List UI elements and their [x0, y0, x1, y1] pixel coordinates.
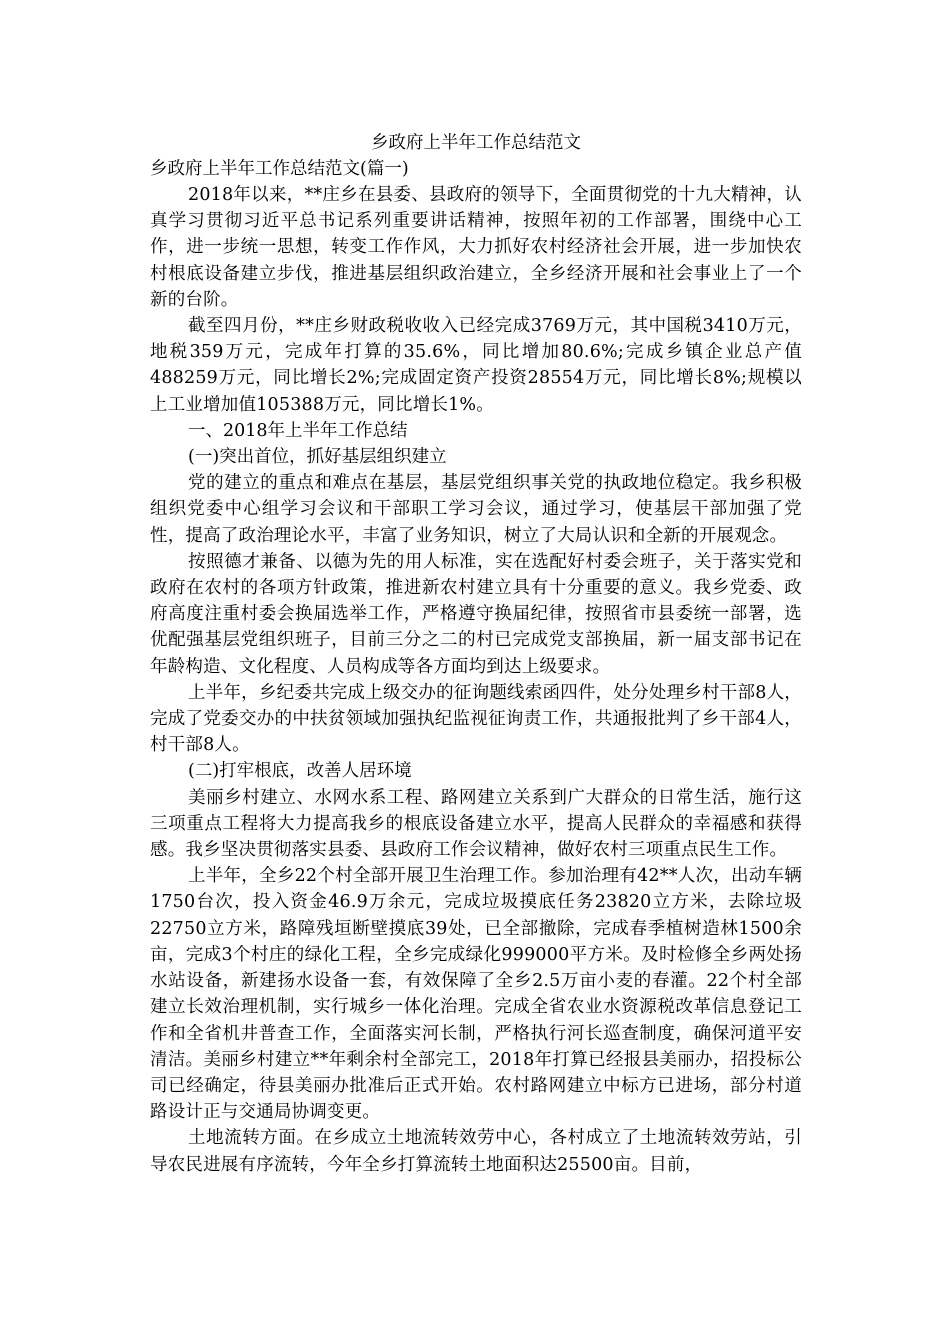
paragraph-discipline: 上半年，乡纪委共完成上级交办的征询题线索函四件，处分处理乡村干部8人，完成了党委交办的中扶贫领域加强执纪监视征询责工作，共通报批判了乡干部4人，村干部8人。: [150, 682, 802, 756]
document-subtitle: 乡政府上半年工作总结范文(篇一): [150, 159, 409, 179]
paragraph-finance: 截至四月份，**庄乡财政税收收入已经完成3769万元，其中国税3410万元，地税359万元，完成年打算的35.6%，同比增加80.6%;完成乡镇企业总产值488259万元，同比增长2%;完成固定资产投资28554万元，同比增长8%;规模以上工业增加值105388万元，同比增长1%。: [150, 316, 802, 415]
subsection-heading: (二)打牢根底，改善人居环境: [188, 761, 412, 782]
document-title: 乡政府上半年工作总结范文: [371, 133, 581, 153]
paragraph-village-committee: 按照德才兼备、以德为先的用人标准，实在选配好村委会班子，关于落实党和政府在农村的各项方针政策，推进新农村建立具有十分重要的意义。我乡党委、政府高度注重村委会换届选举工作，严格遵守换届纪律，按照省市县委统一部署，选优配强基层党组织班子，目前三分之二的村已完成党支部换届，新一届支部书记在年龄构造、文化程度、人员构成等各方面均到达上级要求。: [150, 551, 802, 677]
paragraph-land-transfer: 土地流转方面。在乡成立土地流转效劳中心，各村成立了土地流转效劳站，引导农民进展有序流转，今年全乡打算流转土地面积达25500亩。目前，: [150, 1128, 802, 1175]
paragraph-party-building: 党的建立的重点和难点在基层，基层党组织事关党的执政地位稳定。我乡积极组织党委中心组学习会议和干部职工学习会议，通过学习，使基层干部加强了党性，提高了政治理论水平，丰富了业务知识，树立了大局认识和全新的开展观念。: [150, 473, 802, 546]
paragraph-intro: 2018年以来，**庄乡在县委、县政府的领导下，全面贯彻党的十九大精神，认真学习贯彻习近平总书记系列重要讲话精神，按照年初的工作部署，围绕中心工作，进一步统一思想，转变工作作风，大力抓好农村经济社会开展，进一步加快农村根底设备建立步伐，推进基层组织政治建立，全乡经济开展和社会事业上了一个新的台阶。: [150, 185, 802, 310]
document-page: [150, 130, 802, 1178]
section-heading: 一、2018年上半年工作总结: [188, 420, 408, 441]
paragraph-projects: 美丽乡村建立、水网水系工程、路网建立关系到广大群众的日常生活，施行这三项重点工程将大力提高我乡的根底设备建立水平，提高人民群众的幸福感和获得感。我乡坚决贯彻落实县委、县政府工作会议精神，做好农村三项重点民生工作。: [150, 787, 802, 861]
paragraph-sanitation: 上半年，全乡22个村全部开展卫生治理工作。参加治理有42**人次，出动车辆1750台次，投入资金46.9万余元，完成垃圾摸底任务23820立方米，去除垃圾22750立方米，路障残垣断壁摸底39处，已全部撤除，完成春季植树造林1500余亩，完成3个村庄的绿化工程，全乡完成绿化999000平方米。及时检修全乡两处扬水站设备，新建扬水设备一套，有效保障了全乡2.5万亩小麦的春灌。22个村全部建立长效治理机制，实行城乡一体化治理。完成全省农业水资源税改革信息登记工作和全省机井普查工作，全面落实河长制，严格执行河长巡查制度，确保河道平安清洁。美丽乡村建立**年剩余村全部完工，2018年打算已经报县美丽办，招投标公司已经确定，待县美丽办批准后正式开始。农村路网建立中标方已进场，部分村道路设计正与交通局协调变更。: [150, 866, 802, 1123]
subsection-heading: (一)突出首位，抓好基层组织建立: [188, 447, 447, 468]
